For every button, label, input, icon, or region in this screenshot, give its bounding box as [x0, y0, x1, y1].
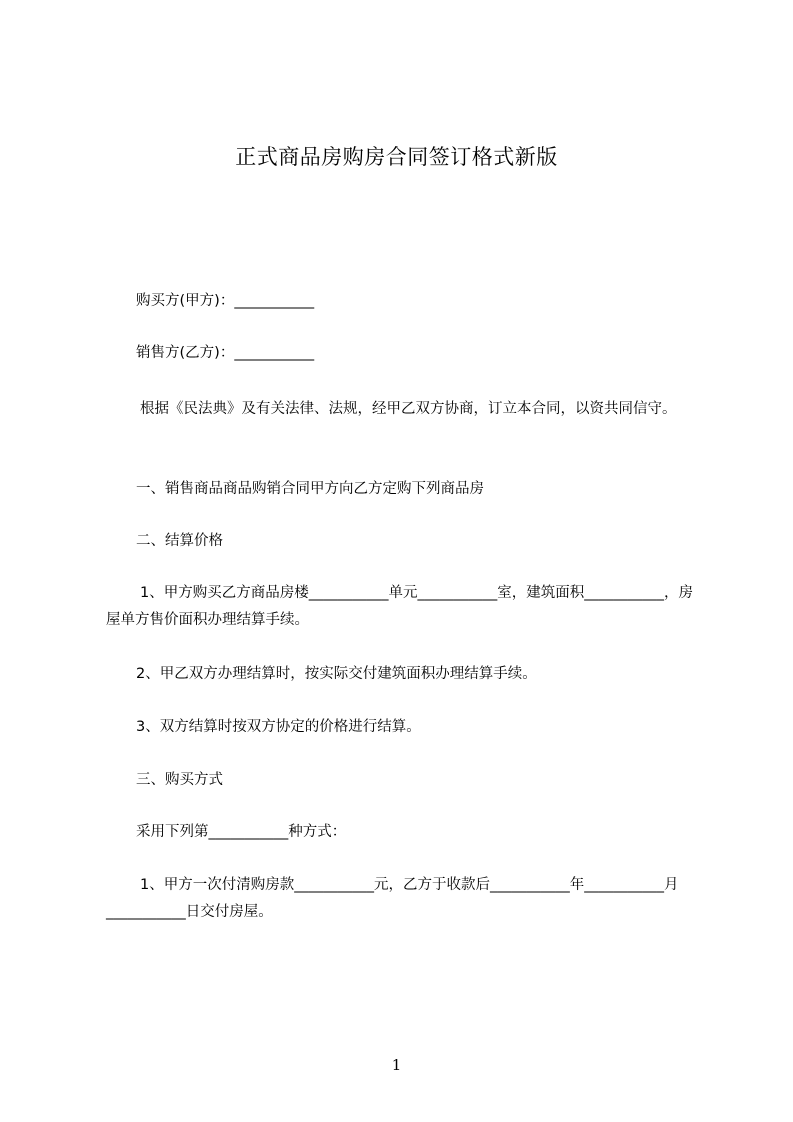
- method-intro-line: 采用下列第___________种方式：: [136, 824, 347, 840]
- section-1-heading: 一、销售商品商品购销合同甲方向乙方定购下列商品房: [136, 481, 484, 497]
- buyer-line: 购买方(甲方)：___________: [136, 293, 315, 309]
- document-title: 正式商品房购房合同签订格式新版: [235, 145, 558, 169]
- section-2-heading: 二、结算价格: [136, 533, 223, 549]
- item-3-1-paragraph: [106, 872, 706, 926]
- item-3-1-text: 1、甲方一次付清购房款___________元，乙方于收款后___________年___________月___________日交付房屋。: [106, 877, 679, 920]
- seller-line: 销售方(乙方)：___________: [136, 345, 315, 361]
- preamble-paragraph: [106, 396, 706, 423]
- item-2-1-paragraph: [106, 580, 706, 634]
- item-2-2-line: 2、甲乙双方办理结算时，按实际交付建筑面积办理结算手续。: [136, 666, 537, 682]
- section-3-heading: 三、购买方式: [136, 772, 223, 788]
- page-number: 1: [391, 1056, 402, 1074]
- preamble-text: 根据《民法典》及有关法律、法规，经甲乙双方协商，订立本合同，以资共同信守。: [140, 401, 677, 417]
- item-2-1-text: 1、甲方购买乙方商品房楼___________单元___________室，建筑面积___________，房屋单方售价面积办理结算手续。: [106, 585, 693, 628]
- item-2-3-line: 3、双方结算时按双方协定的价格进行结算。: [136, 719, 421, 735]
